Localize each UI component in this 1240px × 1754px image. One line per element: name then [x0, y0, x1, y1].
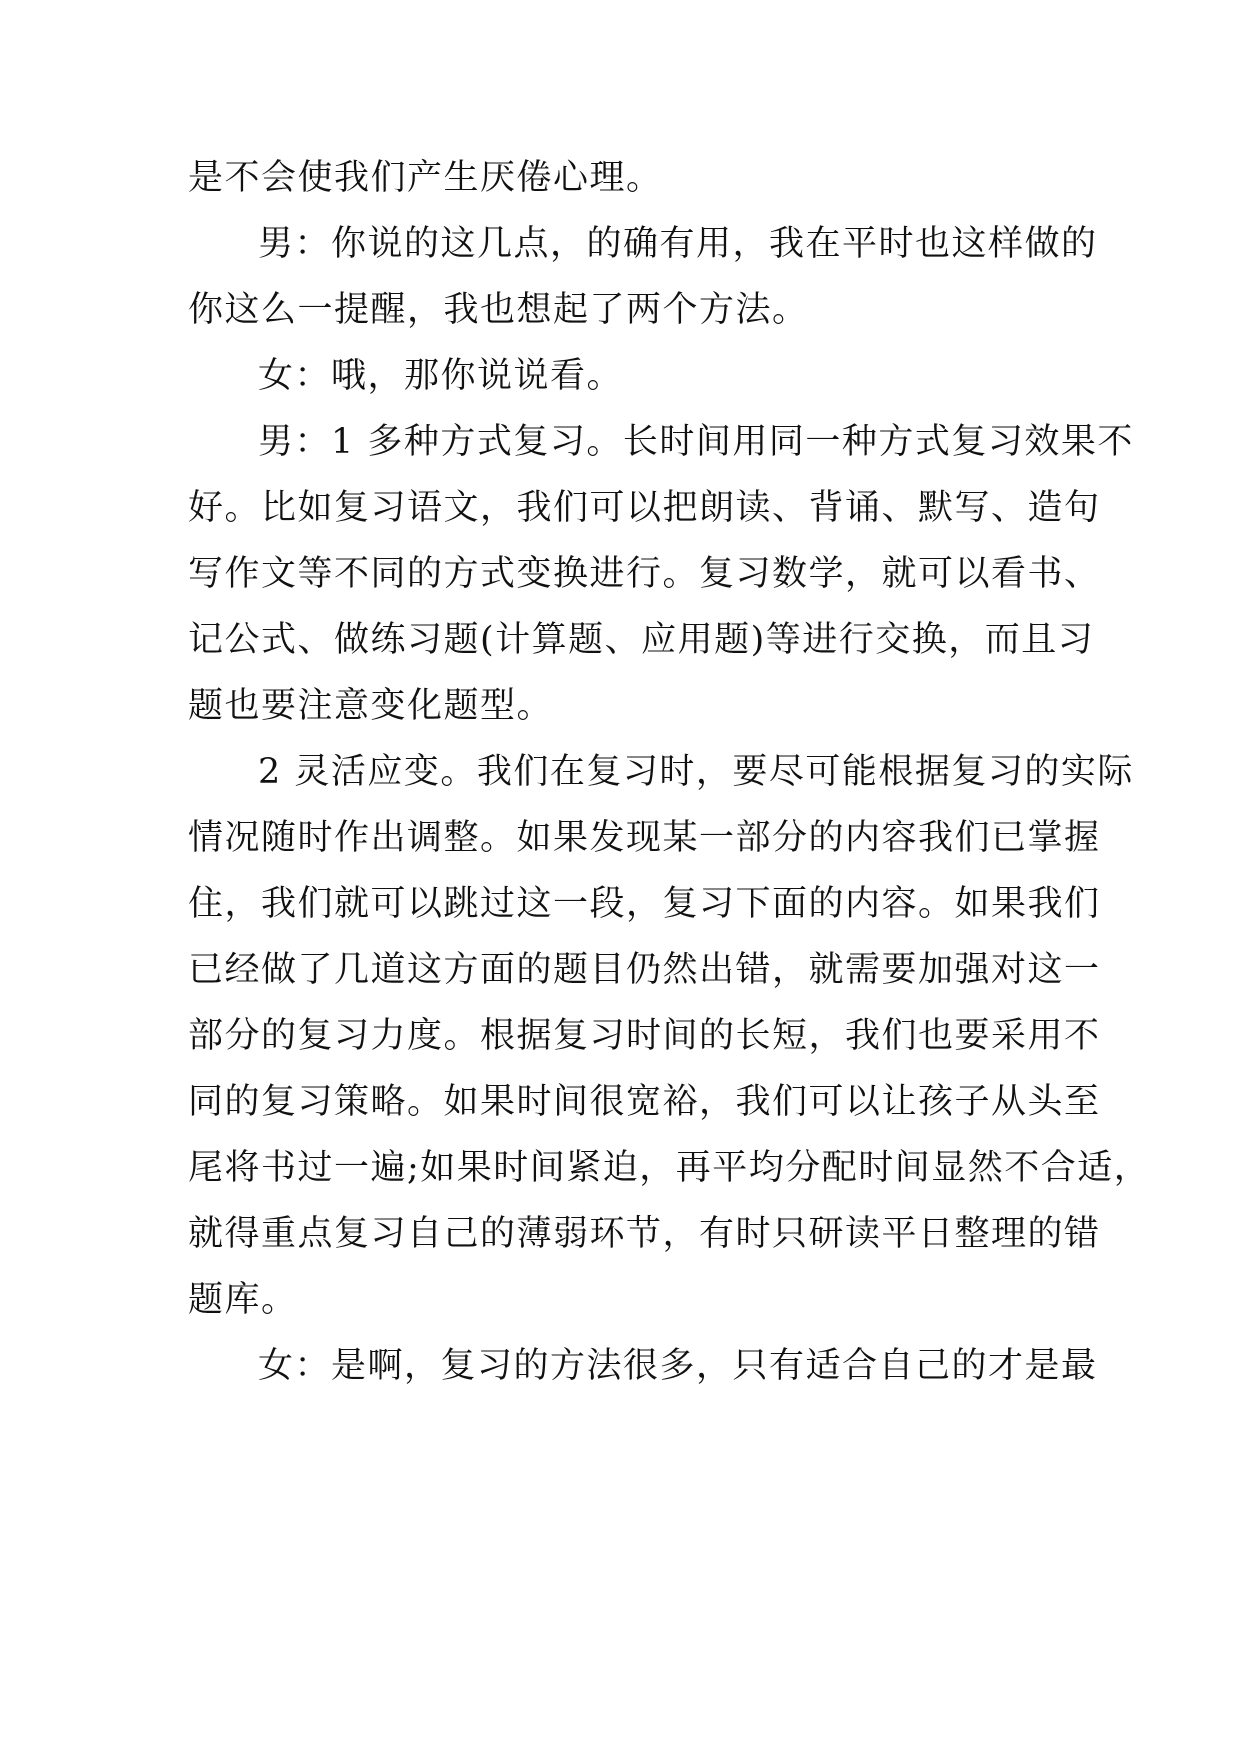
- text-line: 是不会使我们产生厌倦心理。: [188, 158, 663, 198]
- text-line: 情况随时作出调整。如果发现某一部分的内容我们已掌握: [188, 818, 1101, 858]
- text-line: 好。比如复习语文，我们可以把朗读、背诵、默写、造句: [188, 488, 1101, 528]
- text-line: 就得重点复习自己的薄弱环节，有时只研读平日整理的错: [188, 1214, 1101, 1254]
- text-line: 记公式、做练习题(计算题、应用题)等进行交换，而且习: [188, 620, 1095, 660]
- text-line: 男：1 多种方式复习。长时间用同一种方式复习效果不: [258, 422, 1134, 462]
- text-line: 住，我们就可以跳过这一段，复习下面的内容。如果我们: [188, 884, 1101, 924]
- text-line: 题库。: [188, 1280, 298, 1320]
- text-line: 女：哦，那你说说看。: [258, 356, 624, 396]
- text-line: 部分的复习力度。根据复习时间的长短，我们也要采用不: [188, 1016, 1101, 1056]
- text-line: 2 灵活应变。我们在复习时，要尽可能根据复习的实际: [258, 752, 1134, 792]
- text-line: 已经做了几道这方面的题目仍然出错，就需要加强对这一: [188, 950, 1101, 990]
- text-line: 你这么一提醒，我也想起了两个方法。: [188, 290, 809, 330]
- text-line: 尾将书过一遍;如果时间紧迫，再平均分配时间显然不合适，: [188, 1148, 1151, 1188]
- text-line: 题也要注意变化题型。: [188, 686, 554, 726]
- text-line: 同的复习策略。如果时间很宽裕，我们可以让孩子从头至: [188, 1082, 1101, 1122]
- text-line: 女：是啊，复习的方法很多，只有适合自己的才是最: [258, 1346, 1098, 1386]
- text-line: 男：你说的这几点，的确有用，我在平时也这样做的: [258, 224, 1098, 264]
- text-line: 写作文等不同的方式变换进行。复习数学，就可以看书、: [188, 554, 1101, 594]
